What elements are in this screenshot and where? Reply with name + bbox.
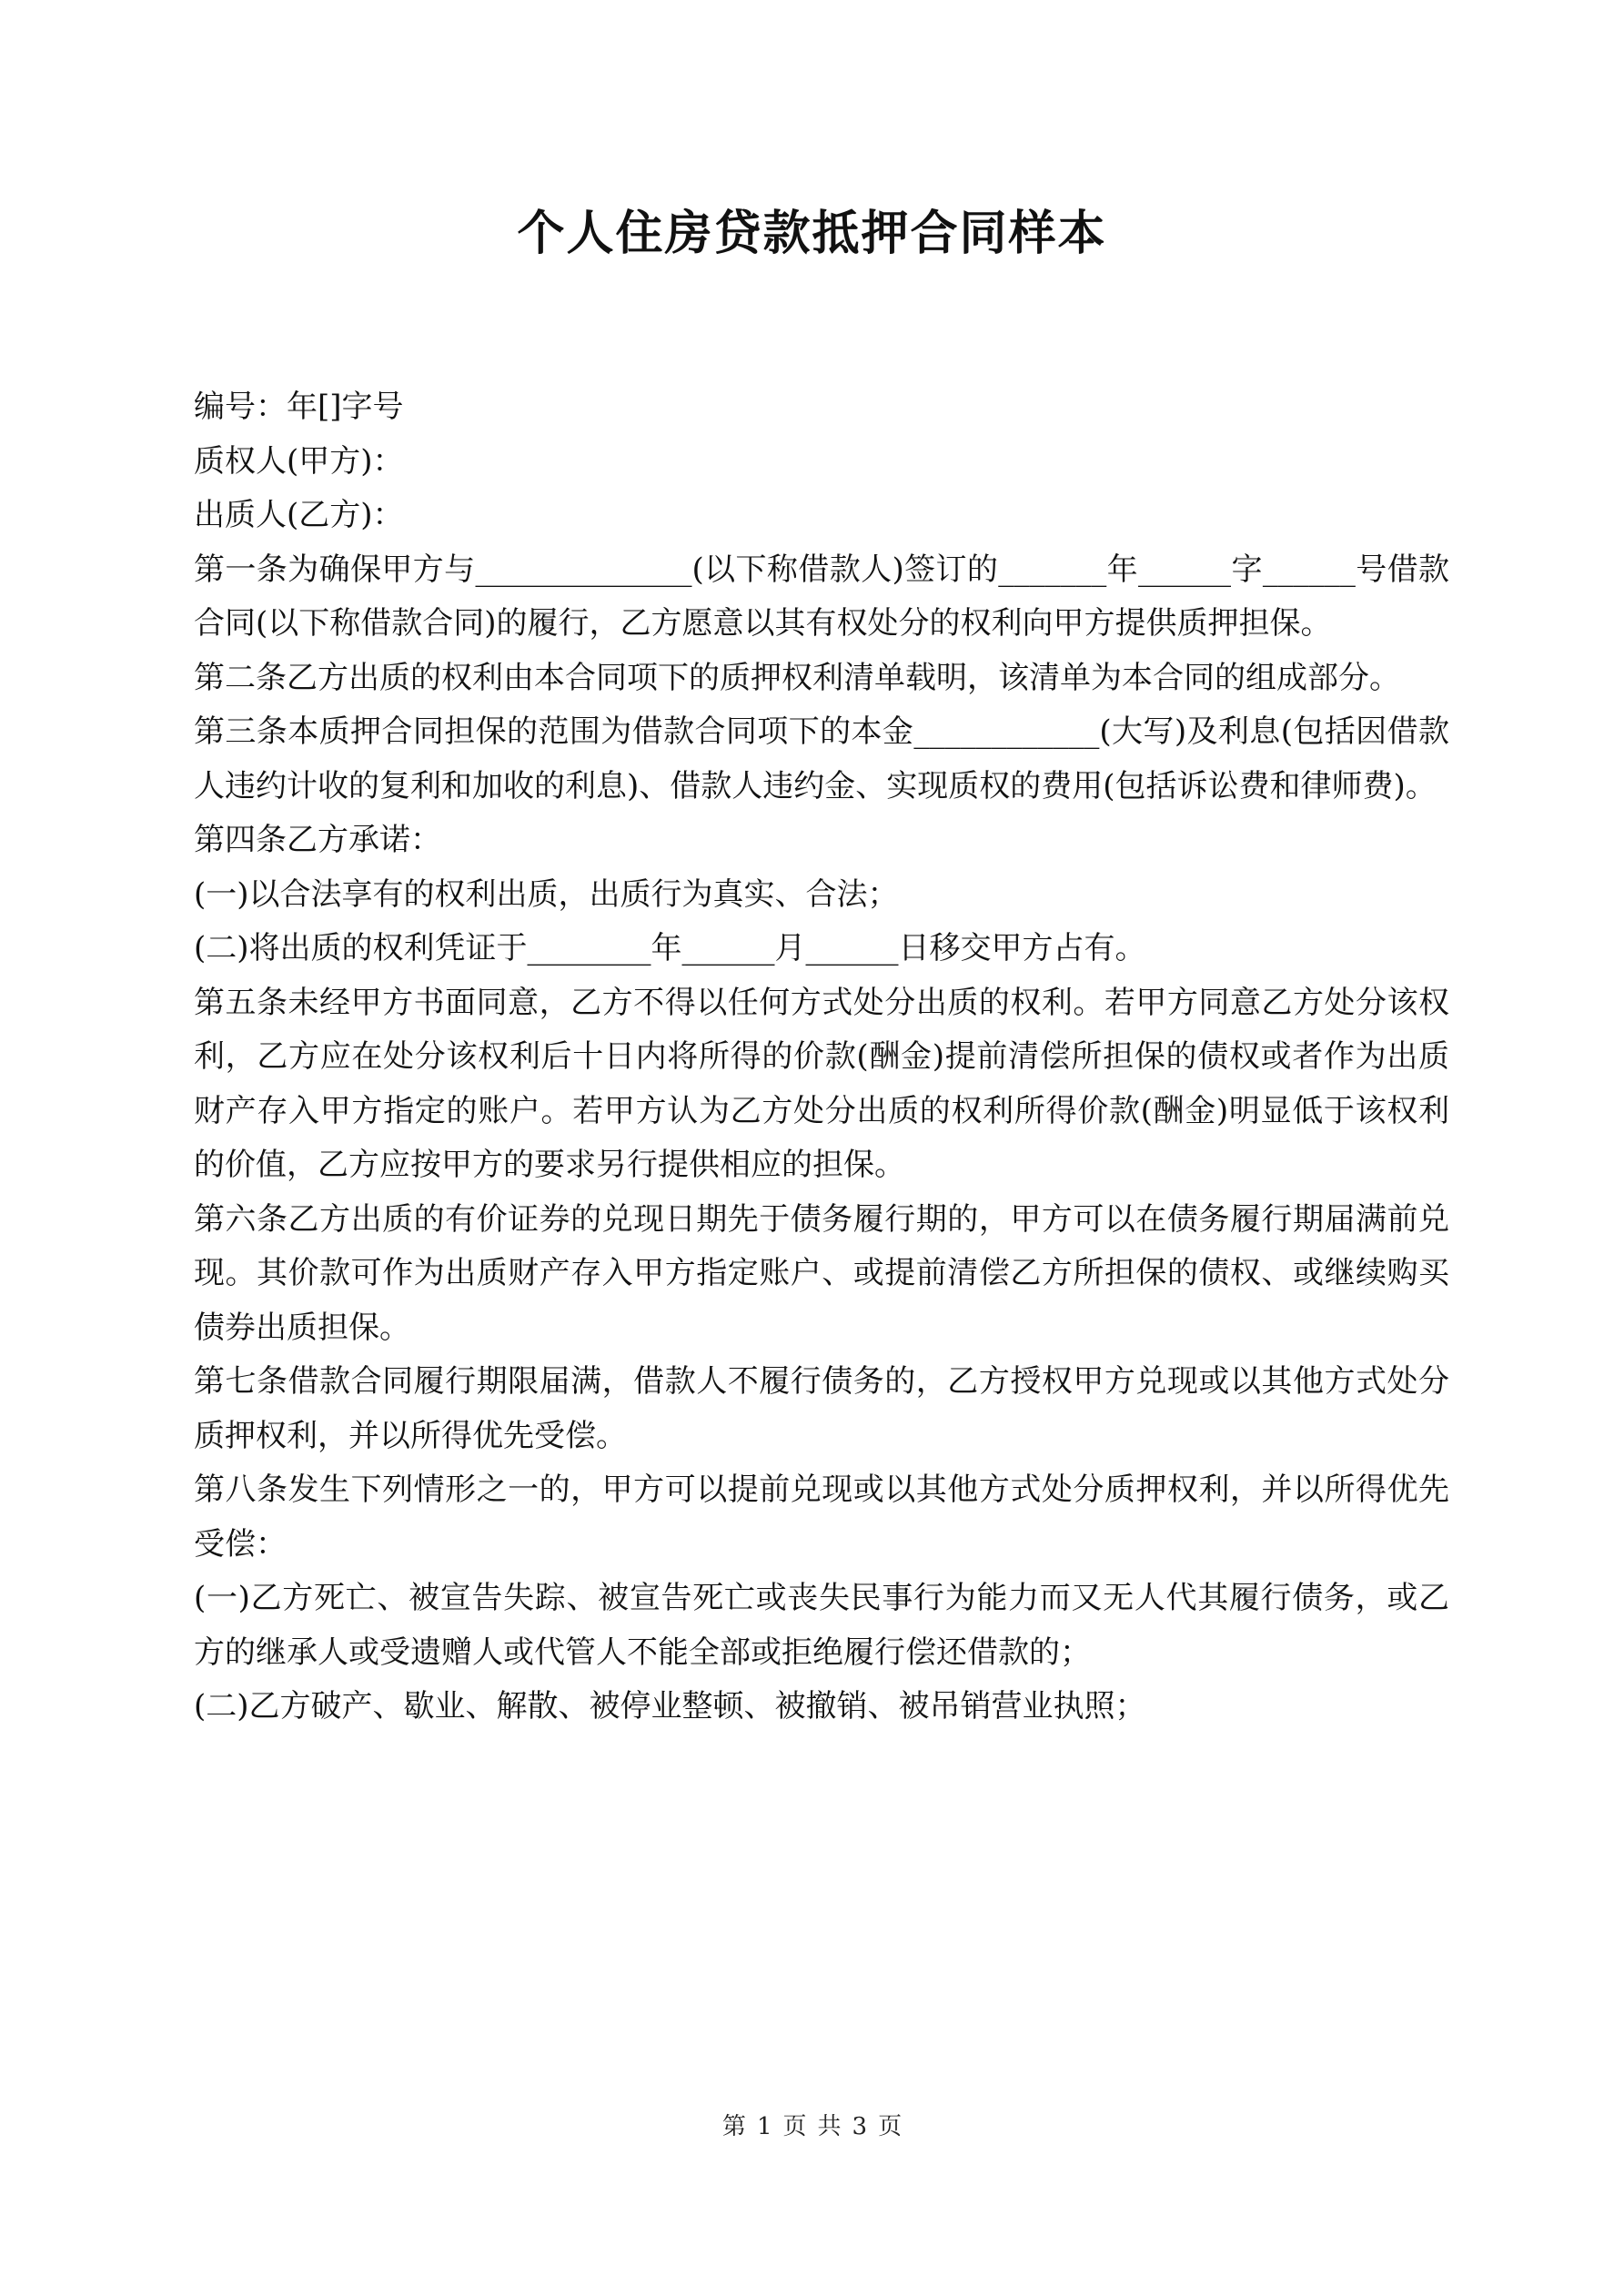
footer-total-pages: 3 xyxy=(852,2113,868,2140)
document-body xyxy=(194,380,1449,1735)
footer-label-total: 共 xyxy=(817,2113,842,2140)
article-3: 第三条本质押合同担保的范围为借款合同项下的本金____________(大写)及利息(包括因借款人违约计收的复利和加收的利息)、借款人违约金、实现质权的费用(包括诉讼费和律师费)。 xyxy=(194,713,1449,804)
article-4: 第四条乙方承诺： xyxy=(194,822,441,858)
article-7: 第七条借款合同履行期限届满，借款人不履行债务的，乙方授权甲方兑现或以其他方式处分质押权利，并以所得优先受偿。 xyxy=(194,1363,1449,1454)
article-2: 第二条乙方出质的权利由本合同项下的质押权利清单载明，该清单为本合同的组成部分。 xyxy=(194,659,1400,696)
article-8-item-1: (一)乙方死亡、被宣告失踪、被宣告死亡或丧失民事行为能力而又无人代其履行债务，或乙方的继承人或受遗赠人或代管人不能全部或拒绝履行偿还借款的； xyxy=(194,1580,1449,1671)
footer-label-page: 第 xyxy=(721,2113,746,2140)
article-5: 第五条未经甲方书面同意，乙方不得以任何方式处分出质的权利。若甲方同意乙方处分该权利，乙方应在处分该权利后十日内将所得的价款(酬金)提前清偿所担保的债权或者作为出质财产存入甲方指定的账户。若甲方认为乙方处分出质的权利所得价款(酬金)明显低于该权利的价值，乙方应按甲方的要求另行提供相应的担保。 xyxy=(194,984,1449,1183)
pledgee-line: 质权人(甲方)： xyxy=(194,442,404,480)
footer-current-page: 1 xyxy=(756,2113,772,2140)
article-8-item-2: (二)乙方破产、歇业、解散、被停业整顿、被撤销、被吊销营业执照； xyxy=(194,1688,1146,1725)
article-1: 第一条为确保甲方与______________(以下称借款人)签订的_______年______字______号借款合同(以下称借款合同)的履行，乙方愿意以其有权处分的权利向甲方提供质押担保。 xyxy=(194,551,1449,642)
footer-label-unit: 页 xyxy=(782,2113,807,2140)
article-4-item-2: (二)将出质的权利凭证于________年______月______日移交甲方占有。 xyxy=(194,930,1146,966)
page-footer xyxy=(0,2110,1624,2143)
article-8: 第八条发生下列情形之一的，甲方可以提前兑现或以其他方式处分质押权利，并以所得优先受偿： xyxy=(194,1472,1449,1563)
article-4-item-1: (一)以合法享有的权利出质，出质行为真实、合法； xyxy=(194,875,899,913)
page-title: 个人住房贷款抵押合同样本 xyxy=(517,206,1107,261)
pledgor-line: 出质人(乙方)： xyxy=(194,497,404,533)
article-6: 第六条乙方出质的有价证券的兑现日期先于债务履行期的，甲方可以在债务履行期届满前兑现。其价款可作为出质财产存入甲方指定账户、或提前清偿乙方所担保的债权、或继续购买债券出质担保。 xyxy=(194,1200,1449,1346)
footer-label-unit2: 页 xyxy=(878,2113,903,2140)
contract-number: 编号：年[]字号 xyxy=(194,389,404,425)
